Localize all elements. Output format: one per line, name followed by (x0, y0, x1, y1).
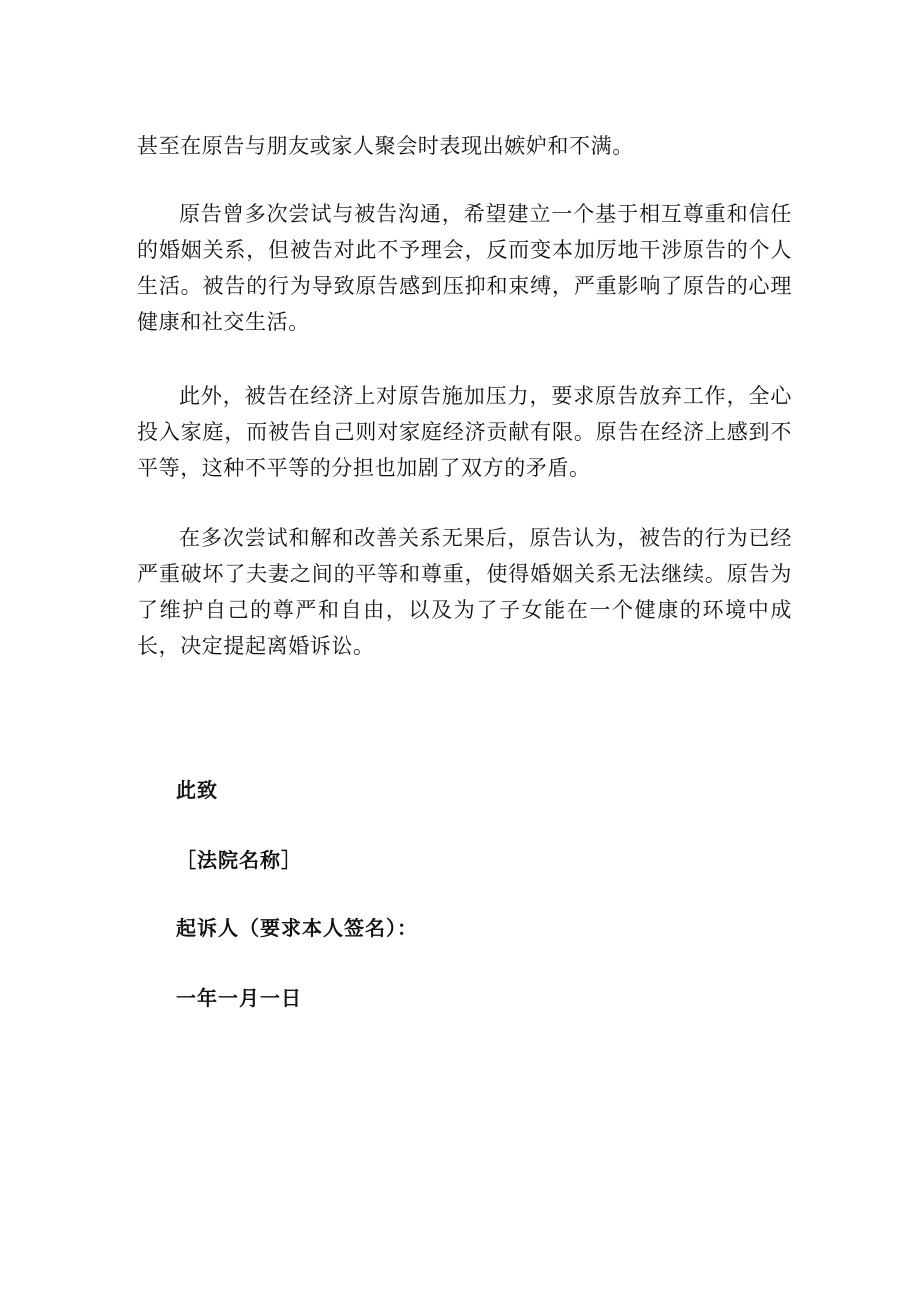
paragraph-divorce-decision: 在多次尝试和解和改善关系无果后，原告认为，被告的行为已经严重破坏了夫妻之间的平等和尊重，使得婚姻关系无法继续。原告为了维护自己的尊严和自由，以及为了子女能在一个健康的环境中成长，决定提起离婚诉讼。 (137, 526, 792, 658)
paragraph-continuation: 甚至在原告与朋友或家人聚会时表现出嫉妒和不满。 (137, 134, 634, 158)
paragraph-communication-attempts: 原告曾多次尝试与被告沟通，希望建立一个基于相互尊重和信任的婚姻关系，但被告对此不予理会，反而变本加厉地干涉原告的个人生活。被告的行为导致原告感到压抑和束缚，严重影响了原告的心理健康和社交生活。 (137, 202, 792, 334)
date-line: 一年一月一日 (176, 986, 302, 1010)
court-name-placeholder: ［法院名称］ (176, 848, 302, 872)
signature-label: 起诉人（要求本人签名）： (176, 916, 418, 940)
closing-salutation: 此致 (176, 778, 218, 802)
paragraph-economic-pressure: 此外，被告在经济上对原告施加压力，要求原告放弃工作，全心投入家庭，而被告自己则对家庭经济贡献有限。原告在经济上感到不平等，这种不平等的分担也加剧了双方的矛盾。 (137, 384, 792, 480)
